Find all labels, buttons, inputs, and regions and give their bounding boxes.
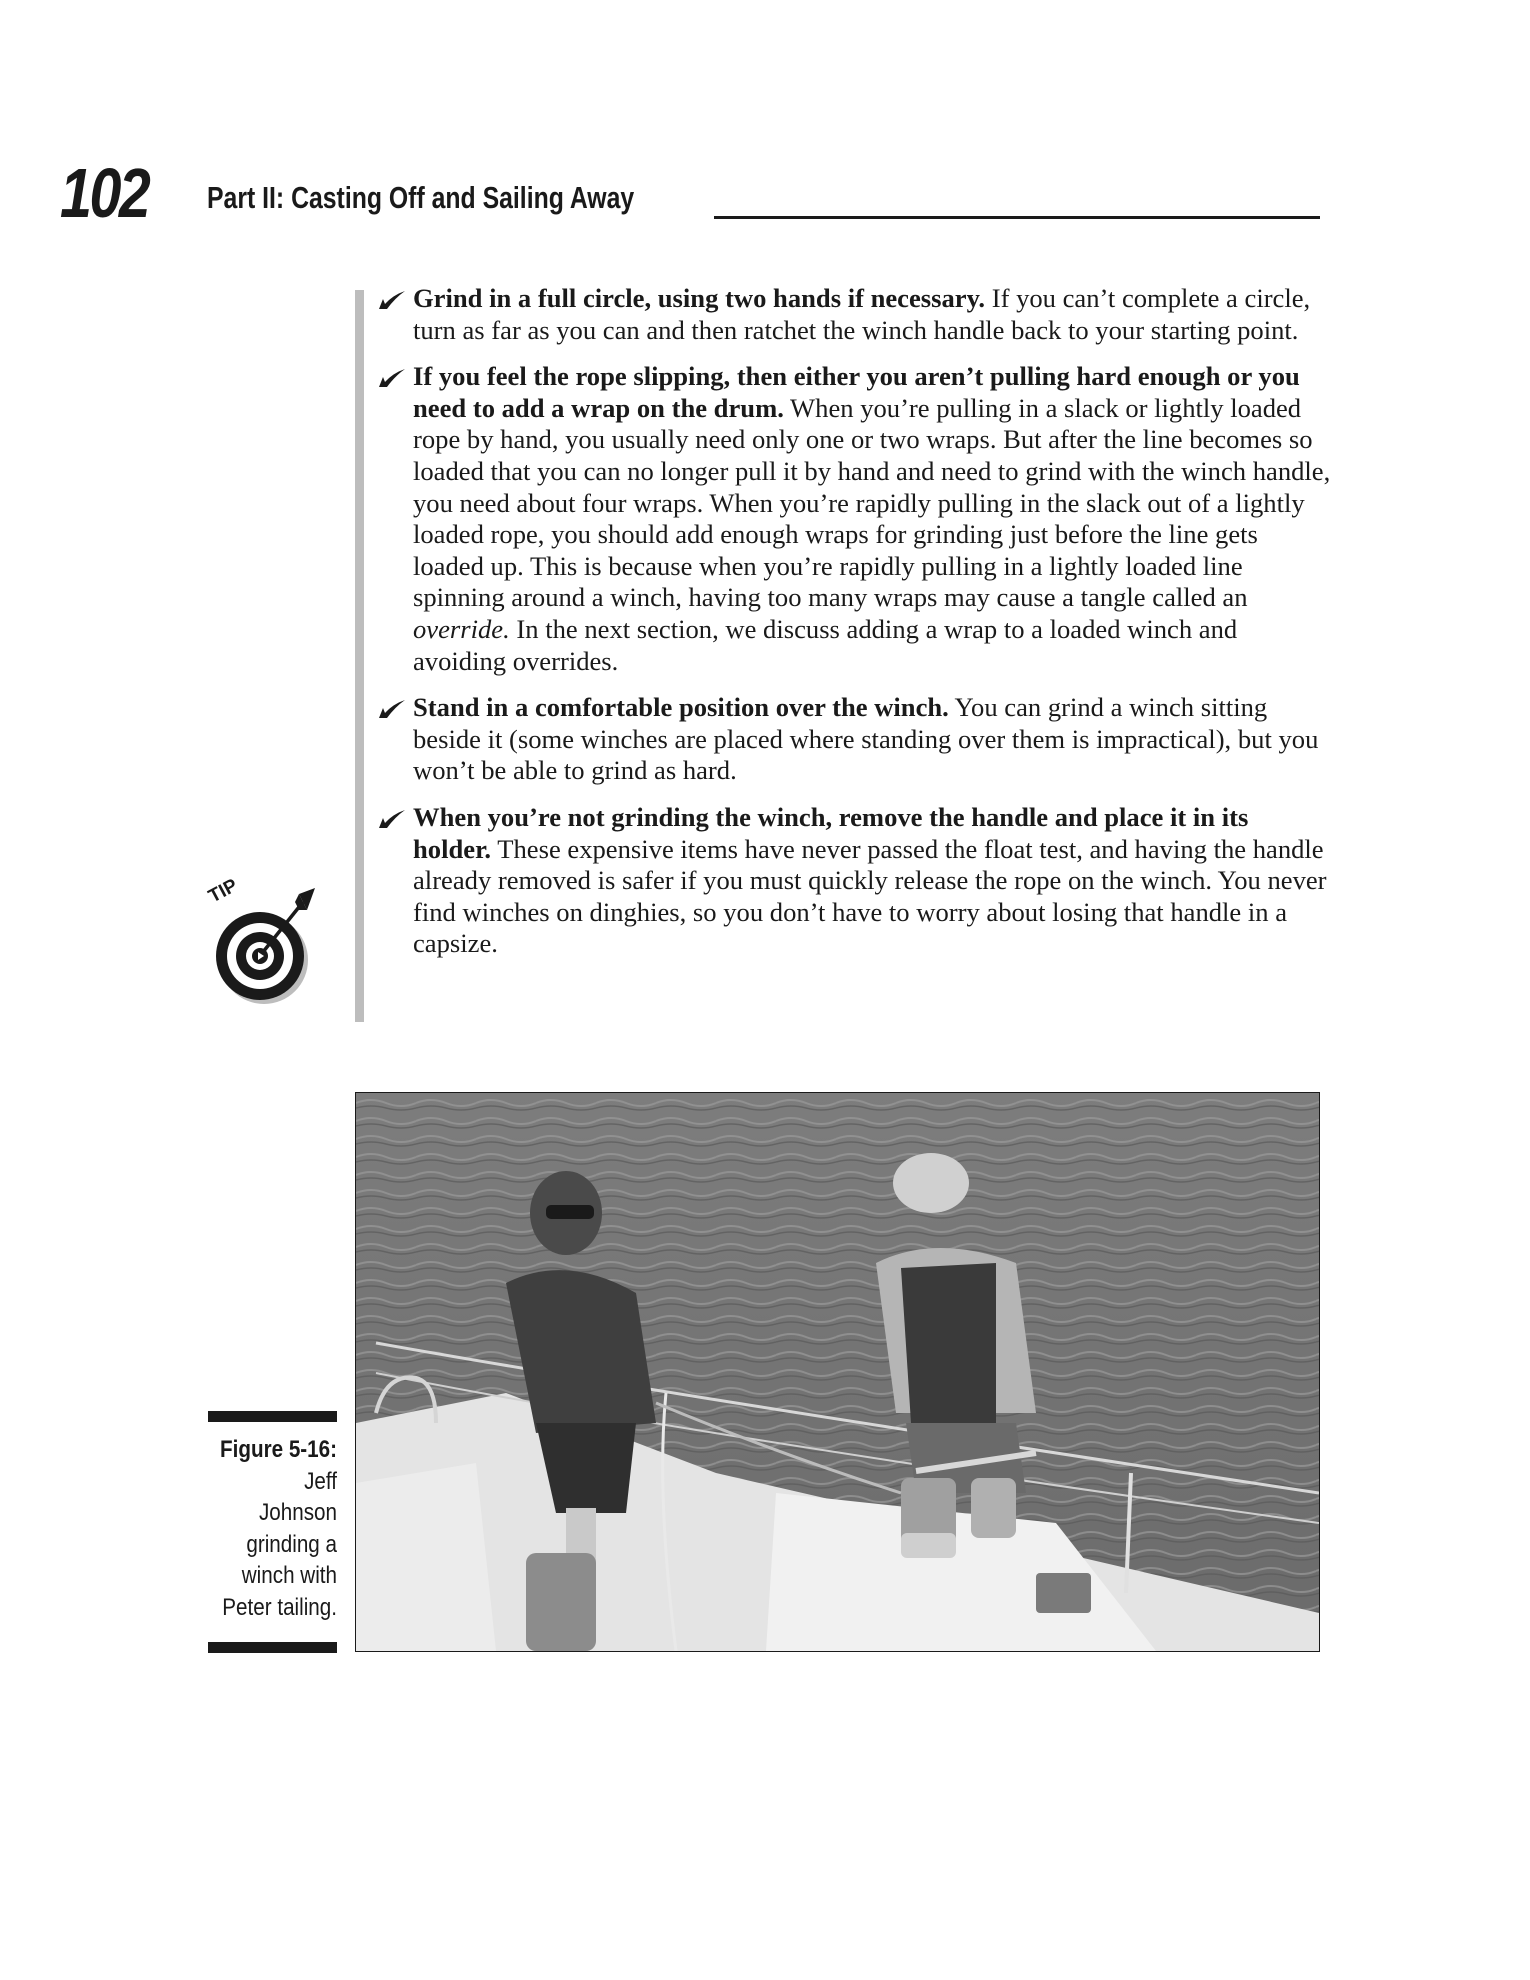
bullet-body-cont: In the next section, we discuss adding a wrap to a loaded winch and avoiding overrides. (413, 613, 1238, 676)
caption-line: Jeff (304, 1467, 337, 1495)
caption-line: winch with (241, 1562, 337, 1589)
bullet-body: When you’re pulling in a slack or lightly loaded rope by hand, you usually need only one or two wraps. But after the line becomes so loaded that you can no longer pull it by hand and need to grind with the winch handle, you need about four wraps. When you’re rapidly pulling in the slack out of a lightly loaded rope, you should add enough wraps for grinding just before the line gets loaded up. This is because when you’re rapidly pulling in a lightly loaded line spinning around a winch, having too many wraps may cause a tangle called an (413, 392, 1331, 613)
figure-photo (355, 1092, 1320, 1652)
caption-line: grinding a (246, 1530, 337, 1558)
caption-line: Peter tailing. (222, 1593, 337, 1621)
bullet-body: You can grind a winch sitting beside it (some winches are placed where standing over them is impractical), but you won’t be able to grind as hard. (413, 692, 1319, 786)
page-number: 102 (60, 154, 149, 232)
check-icon (377, 367, 407, 389)
bullet-lead: If you feel the rope slipping, then either you aren’t pulling hard enough or you need to add a wrap on the drum. (413, 361, 1300, 423)
bullet-item (377, 361, 1332, 677)
caption-line: Johnson (258, 1499, 337, 1526)
check-icon (377, 289, 407, 311)
running-head: Part II: Casting Off and Sailing Away (207, 180, 635, 215)
bullet-item (377, 283, 1332, 346)
bullet-emphasis: override. (413, 613, 510, 644)
figure-caption-rule-bottom (208, 1642, 337, 1653)
bullet-item (377, 692, 1332, 787)
figure-label: Figure 5-16: (220, 1436, 337, 1463)
svg-text:TIP: TIP (205, 875, 242, 908)
figure-caption (211, 1434, 337, 1623)
check-icon (377, 808, 407, 830)
target-dart-icon (203, 866, 323, 1006)
tip-icon (203, 866, 323, 1006)
bullet-list (377, 283, 1332, 975)
bullet-body: If you can’t complete a circle, turn as far as you can and then ratchet the winch handle back to your starting point. (413, 283, 1311, 345)
bullet-body: These expensive items have never passed the float test, and having the handle already removed is safer if you must quickly release the rope on the winch. You never find winches on dinghies, so you don’t have to worry about losing that handle in a capsize. (413, 833, 1327, 959)
bullet-lead: Grind in a full circle, using two hands if necessary. (413, 283, 986, 313)
bullet-lead: Stand in a comfortable position over the winch. (413, 692, 949, 723)
check-icon (377, 698, 407, 720)
figure-caption-rule-top (208, 1411, 337, 1422)
bullet-item (377, 802, 1332, 960)
sailing-photo-illustration (356, 1093, 1319, 1651)
tip-sidebar-bar (355, 290, 364, 1022)
header-rule (714, 216, 1320, 219)
bullet-lead: When you’re not grinding the winch, remove the handle and place it in its holder. (413, 801, 1249, 864)
